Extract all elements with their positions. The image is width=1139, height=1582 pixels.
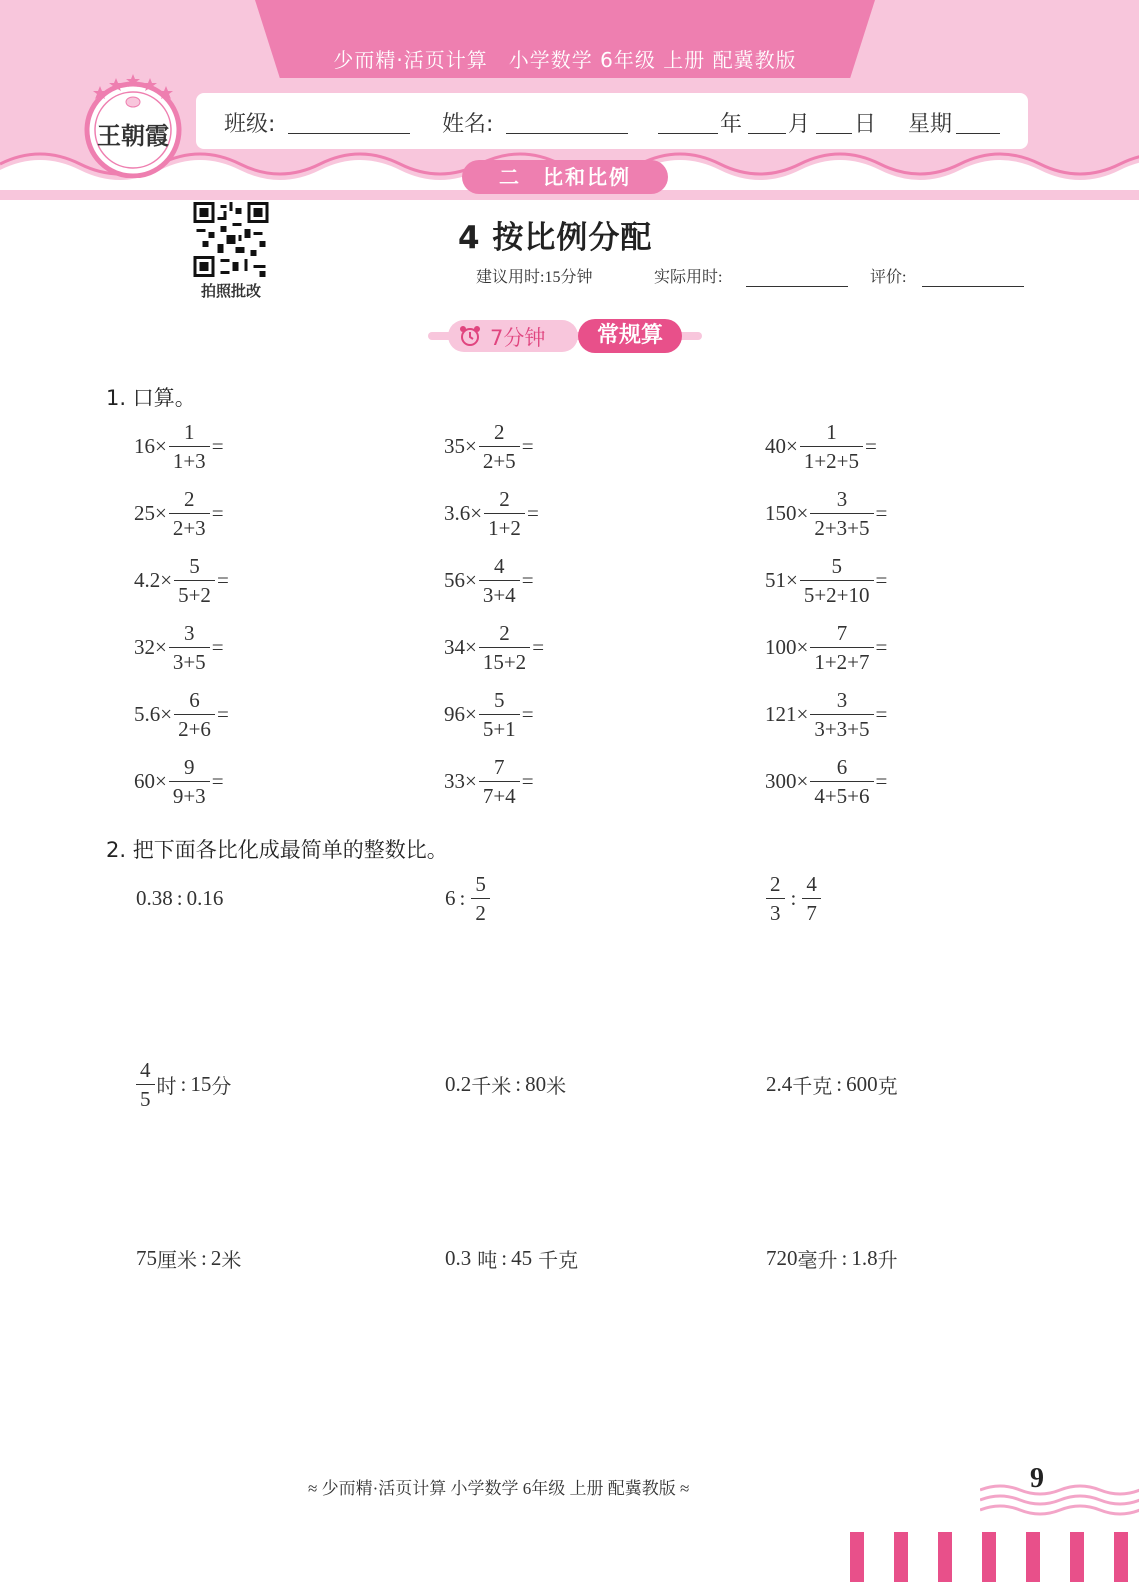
denominator: 2+3+5 [810,513,873,542]
class-field[interactable] [288,133,410,134]
ratio-item [445,868,492,928]
fraction [810,686,873,743]
ratio-item [764,868,823,928]
fraction: $\frac{2}{3}$ [766,870,785,927]
ratio-b: 80 [525,1071,547,1096]
fraction [169,418,210,475]
numerator: 3 [836,687,848,712]
fraction [484,485,525,542]
numerator: 3 [184,620,195,645]
denominator: 2+6 [174,714,215,743]
year-field[interactable] [658,133,718,134]
oral-calc-item [444,481,539,545]
ratio-b: 0.16 [186,885,224,910]
denominator: 3+5 [169,647,210,676]
numerator: 2 [184,486,195,511]
multiplier: 35× [444,433,477,458]
weekday-field[interactable] [956,133,1000,134]
numerator: 6 [836,754,848,779]
oral-calc-item [444,749,534,813]
equals-sign: = [875,567,888,592]
oral-calc-item [444,682,534,746]
logo-text: 王朝霞 [97,121,169,150]
denominator: 5+2+10 [800,580,874,609]
ratio-colon: : [176,885,183,910]
equals-sign: = [216,701,229,726]
ratio-colon: : [459,885,466,910]
numerator: 9 [184,754,195,779]
fraction [479,619,530,676]
equals-sign: = [211,768,224,793]
multiplier: 300× [765,768,809,793]
ratio-b: 45 [511,1245,533,1270]
unit: 千米 [471,1073,512,1098]
fraction [810,485,873,542]
fraction [169,485,210,542]
fraction [169,619,210,676]
ratio-item [134,1054,231,1114]
year-label: 年 [720,112,743,137]
ratio-item [766,1228,898,1288]
oral-calc-item [444,548,534,612]
denominator: 1+3 [169,446,210,475]
qr-code-icon[interactable] [191,202,271,277]
series-title: 少而精·活页计算 小学数学 6年级 上册 配冀教版 [333,48,797,72]
equals-sign: = [532,634,545,659]
equals-sign: = [875,701,888,726]
numerator: 1 [184,419,195,444]
ratio-colon: : [180,1071,187,1096]
equals-sign: = [526,500,539,525]
numerator: 1 [826,419,837,444]
denominator: 5+1 [479,714,520,743]
oral-calc-item [765,481,887,545]
equals-sign: = [521,567,534,592]
fraction: $\frac{5}{2}$ [471,870,490,927]
numerator: 7 [836,620,848,645]
multiplier: 51× [765,567,798,592]
equals-sign: = [211,500,224,525]
multiplier: 96× [444,701,477,726]
oral-calc-item [134,749,224,813]
equals-sign: = [521,433,534,458]
denominator: 2+5 [479,446,520,475]
equals-sign: = [216,567,229,592]
ratio-a: 720 [766,1245,798,1270]
multiplier: 3.6× [444,500,483,525]
ratio-b: 1.8 [851,1245,878,1270]
clock-icon [458,325,482,347]
ratio-colon: : [201,1245,207,1270]
denominator: 4+5+6 [810,781,873,810]
q2-heading: 2. 把下面各比化成最简单的整数比。 [106,838,448,862]
multiplier: 33× [444,768,477,793]
unit: 分 [211,1073,232,1098]
month-label: 月 [788,112,811,137]
actual-time-label: 实际用时: [654,269,723,286]
multiplier: 4.2× [134,567,173,592]
ratio-a: 0.38 [136,885,173,910]
numerator: 7 [494,754,505,779]
unit: 千克 [792,1073,833,1098]
rating-field[interactable] [922,286,1024,287]
section-title: 二 比和比例 [462,160,668,194]
multiplier: 32× [134,634,167,659]
denominator: 1+2+7 [810,647,873,676]
ratio-item [136,1228,241,1288]
oral-calc-item [765,615,887,679]
denominator: 15+2 [479,647,530,676]
unit: 千克 [538,1247,579,1272]
equals-sign: = [875,768,888,793]
fraction [479,552,520,609]
numerator: 4 [494,553,505,578]
numerator: 5 [189,553,200,578]
equals-sign: = [875,634,888,659]
denominator: 9+3 [169,781,210,810]
oral-calc-item [134,615,224,679]
ratio-item [445,1228,578,1288]
denominator: 1+2 [484,513,525,542]
fraction [800,552,874,609]
qr-label: 拍照批改 [200,282,261,300]
ratio-colon: : [790,885,797,910]
ratio-b: 15 [190,1071,212,1096]
denominator: 2+3 [169,513,210,542]
multiplier: 40× [765,433,798,458]
ratio-a: 6 [445,885,456,910]
oral-calc-item [134,481,224,545]
oral-calc-item [134,682,229,746]
ratio-a: 75 [136,1245,157,1270]
oral-calc-item [134,414,224,478]
denominator: 3+4 [479,580,520,609]
ratio-item [445,1054,566,1114]
q1-heading: 1. 口算。 [106,386,196,410]
oral-calc-item [765,414,877,478]
multiplier: 56× [444,567,477,592]
numerator: 2 [494,419,505,444]
multiplier: 150× [765,500,809,525]
multiplier: 60× [134,768,167,793]
fraction [810,619,873,676]
ratio-b: 600 [846,1071,878,1096]
fraction [479,686,520,743]
student-info-bar [196,93,1028,149]
unit: 米 [546,1073,567,1098]
actual-time-field[interactable] [746,286,848,287]
ratio-b: 2 [210,1245,222,1270]
equals-sign: = [521,768,534,793]
multiplier: 121× [765,701,809,726]
name-label: 姓名: [442,112,494,137]
ratio-colon: : [836,1071,843,1096]
multiplier: 16× [134,433,167,458]
weekday-label: 星期 [908,112,953,137]
unit: 克 [877,1073,898,1098]
equals-sign: = [211,634,224,659]
fraction [810,753,873,810]
class-label: 班级: [224,112,276,137]
unit: 吨 [477,1247,498,1272]
oral-calc-item [444,414,534,478]
multiplier: 25× [134,500,167,525]
fraction [169,753,210,810]
denominator: 3+3+5 [810,714,873,743]
suggested-time: 建议用时:15分钟 [476,269,593,286]
numerator: 3 [836,486,848,511]
unit: 升 [877,1247,898,1272]
numerator: 6 [189,687,200,712]
badge-type: 常规算 [578,319,682,353]
oral-calc-item [134,548,229,612]
unit: 厘米 [157,1247,197,1272]
fraction [174,686,215,743]
equals-sign: = [875,500,888,525]
fraction [174,552,215,609]
unit: 时 [156,1073,177,1098]
equals-sign: = [521,701,534,726]
denominator: 7+4 [479,781,520,810]
rating-label: 评价: [870,269,907,286]
numerator: 5 [831,553,842,578]
oral-calc-item [444,615,544,679]
numerator: 5 [494,687,505,712]
lesson-title: 4 按比例分配 [458,220,653,256]
numerator: 2 [499,620,510,645]
equals-sign: = [865,433,877,458]
ratio-a: 0.3 [445,1245,472,1270]
equals-sign: = [211,433,224,458]
unit: 米 [221,1247,242,1272]
ratio-item [136,868,223,928]
ratio-a: 2.4 [766,1071,793,1096]
multiplier: 34× [444,634,477,659]
fraction: $\frac{4}{7}$ [802,870,821,927]
time-row [476,264,1036,294]
oral-calc-item [765,749,887,813]
ratio-a: 0.2 [445,1071,472,1096]
footer-text: ≈ 少而精·活页计算 小学数学 6年级 上册 配冀教版 ≈ [308,1479,690,1498]
day-field[interactable] [816,133,852,134]
day-label: 日 [854,112,877,137]
page-number: 9 [1030,1463,1044,1494]
month-field[interactable] [748,133,786,134]
fraction: $\frac{4}{5}$ [136,1056,155,1113]
ratio-item [766,1054,898,1114]
ratio-colon: : [501,1245,508,1270]
ratio-colon: : [841,1245,848,1270]
fraction [800,418,863,475]
name-field[interactable] [506,133,628,134]
footer-stripes-decoration [848,1532,1139,1582]
multiplier: 5.6× [134,701,173,726]
denominator: 5+2 [174,580,215,609]
oral-calc-item [765,682,887,746]
multiplier: 100× [765,634,809,659]
numerator: 2 [499,486,510,511]
badge-time: 7分钟 [490,326,546,350]
ratio-colon: : [515,1071,522,1096]
unit: 毫升 [797,1247,838,1272]
fraction [479,753,520,810]
footer-wave-decoration [980,1480,1139,1520]
denominator: 1+2+5 [800,446,863,475]
oral-calc-item [765,548,887,612]
fraction [479,418,520,475]
